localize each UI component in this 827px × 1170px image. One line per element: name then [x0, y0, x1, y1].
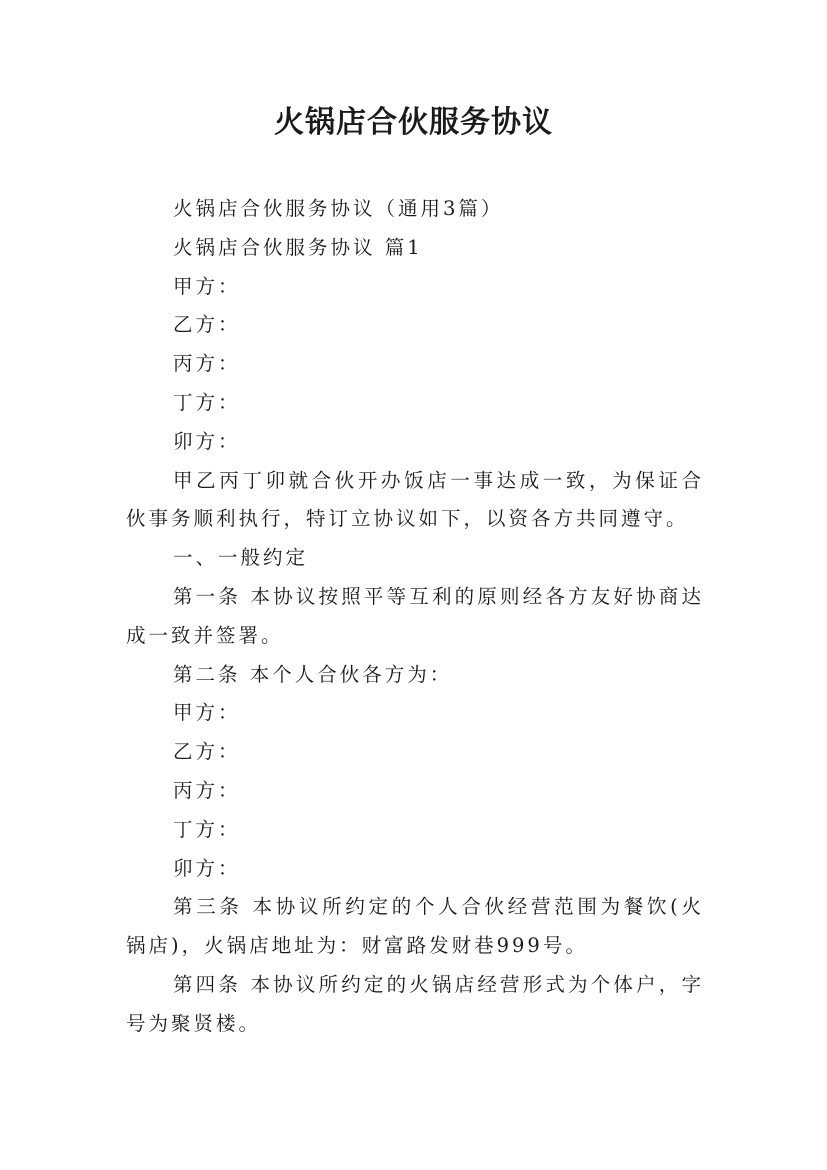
paragraph-party-c: 丙方： [173, 352, 241, 376]
document-body [126, 190, 704, 1044]
paragraph-party-a: 甲方： [173, 274, 241, 298]
paragraph-preamble: 甲乙丙丁卯就合伙开办饭店一事达成一致，为保证合伙事务顺利执行，特订立协议如下，以资各方共同遵守。 [126, 468, 704, 531]
document-title: 火锅店合伙服务协议 [274, 105, 553, 140]
paragraph-party-d-2: 丁方： [173, 817, 241, 841]
paragraph-article-2: 第二条 本个人合伙各方为： [173, 662, 453, 686]
paragraph-subtitle: 火锅店合伙服务协议（通用3篇） [173, 197, 504, 220]
paragraph-article-3: 第三条 本协议所约定的个人合伙经营范围为餐饮(火锅店)，火锅店地址为：财富路发财巷999号。 [126, 895, 704, 958]
paragraph-party-b: 乙方： [173, 313, 241, 337]
paragraph-article-1: 第一条 本协议按照平等互利的原则经各方友好协商达成一致并签署。 [126, 584, 704, 647]
paragraph-party-c-2: 丙方： [173, 778, 241, 802]
paragraph-party-a-2: 甲方： [173, 701, 241, 725]
paragraph-party-e-2: 卯方： [173, 856, 241, 880]
paragraph-section-heading: 火锅店合伙服务协议 篇1 [173, 235, 423, 259]
paragraph-party-d: 丁方： [173, 390, 241, 414]
paragraph-party-e: 卯方： [173, 429, 241, 453]
paragraph-article-4: 第四条 本协议所约定的火锅店经营形式为个体户，字号为聚贤楼。 [126, 972, 704, 1035]
paragraph-party-b-2: 乙方： [173, 740, 241, 764]
paragraph-chapter-one: 一、一般约定 [173, 546, 309, 570]
